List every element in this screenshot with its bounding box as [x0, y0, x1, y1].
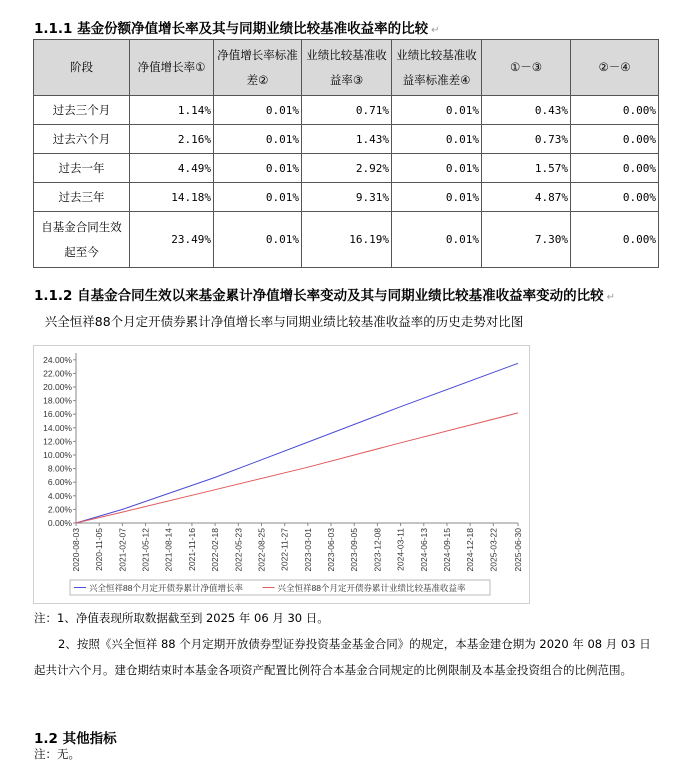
x-tick-label: 2023-12-08 [372, 528, 383, 572]
header-nav-growth: 净值增长率① [130, 40, 214, 96]
y-tick-label: 6.00% [47, 477, 72, 488]
table-cell: 1.57% [482, 154, 571, 183]
table-cell: 0.01% [392, 183, 482, 212]
table-cell: 0.00% [571, 96, 659, 125]
x-tick-label: 2020-08-03 [71, 528, 81, 572]
table-cell: 0.43% [482, 96, 571, 125]
legend-label-0: 兴全恒祥88个月定开债券累计净值增长率 [89, 583, 243, 593]
y-tick-label: 10.00% [43, 450, 72, 460]
header-period: 阶段 [34, 40, 130, 96]
note-1: 注：1、净值表现所取数据截至到 2025 年 06 月 30 日。 [34, 611, 329, 625]
table-cell: 4.49% [130, 154, 214, 183]
table-row [34, 125, 659, 154]
legend-label-1: 兴全恒祥88个月定开债券累计业绩比较基准收益率 [277, 583, 466, 593]
row-label: 过去六个月 [34, 125, 130, 154]
table-cell: 0.01% [214, 212, 302, 268]
section-heading-1-2: 1.2 其他指标 [34, 731, 117, 747]
other-indicators-note: 注：无。 [34, 747, 80, 761]
table-cell: 2.92% [302, 154, 392, 183]
x-tick-label: 2022-02-18 [210, 528, 221, 572]
header-diff-2-4: ②－④ [571, 40, 659, 96]
table-cell: 16.19% [302, 212, 392, 268]
table-cell: 1.14% [130, 96, 214, 125]
table-row [34, 183, 659, 212]
row-label: 过去一年 [34, 154, 130, 183]
x-tick-label: 2022-05-23 [233, 528, 244, 572]
x-tick-label: 2021-02-07 [117, 528, 128, 572]
chart-title: 兴全恒祥88个月定开债券累计净值增长率与同期业绩比较基准收益率的历史走势对比图 [44, 314, 524, 329]
table-cell: 4.87% [482, 183, 571, 212]
table-cell: 9.31% [302, 183, 392, 212]
y-tick-label: 24.00% [43, 354, 72, 365]
y-tick-label: 16.00% [43, 409, 72, 420]
y-tick-label: 12.00% [43, 436, 72, 447]
y-tick-label: 20.00% [43, 382, 72, 392]
y-tick-label: 14.00% [43, 422, 72, 433]
x-tick-label: 2023-03-01 [302, 528, 313, 572]
table-cell: 0.01% [392, 212, 482, 268]
table-cell: 0.00% [571, 125, 659, 154]
y-tick-label: 2.00% [47, 504, 72, 515]
y-tick-label: 18.00% [43, 395, 72, 406]
table-cell: 0.01% [392, 125, 482, 154]
header-diff-1-3: ①－③ [482, 40, 571, 96]
table-cell: 0.71% [302, 96, 392, 125]
table-cell: 0.01% [214, 125, 302, 154]
y-tick-label: 8.00% [47, 463, 72, 474]
table-cell: 0.01% [392, 154, 482, 183]
x-tick-label: 2022-11-27 [279, 528, 290, 571]
x-tick-label: 2025-06-30 [513, 528, 523, 572]
table-cell: 0.01% [392, 96, 482, 125]
header-benchmark: 业绩比较基准收益率③ [302, 40, 392, 96]
x-tick-label: 2021-11-16 [186, 528, 197, 571]
x-tick-label: 2021-08-14 [163, 528, 174, 572]
table-row [34, 96, 659, 125]
section-heading-1-1-1: 1.1.1 基金份额净值增长率及其与同期业绩比较基准收益率的比较 ↵ [34, 21, 440, 37]
section-heading-1-1-2: 1.1.2 自基金合同生效以来基金累计净值增长率变动及其与同期业绩比较基准收益率变动的比较 ↵ [34, 288, 616, 304]
table-cell: 1.43% [302, 125, 392, 154]
x-tick-label: 2023-06-03 [326, 528, 337, 572]
row-label: 自基金合同生效起至今 [34, 212, 130, 268]
x-tick-label: 2023-09-05 [349, 528, 360, 572]
x-tick-label: 2024-12-18 [465, 528, 476, 572]
chart-container [33, 345, 530, 604]
x-tick-label: 2024-06-13 [418, 528, 429, 572]
table-header-row [34, 40, 659, 96]
note-2: 2、按照《兴全恒祥 88 个月定期开放债券型证券投资基金基金合同》的规定，本基金建仓期为 2020 年 08 月 03 日起共计六个月。建仓期结束时本基金各项资产配置比例符合本基金合同规定的比例限制及本基金投资组合的比例范围。 [34, 637, 651, 677]
table-cell: 0.00% [571, 183, 659, 212]
x-tick-label: 2021-05-12 [140, 528, 151, 572]
performance-table [33, 39, 659, 268]
series-line-0 [76, 363, 518, 523]
row-label: 过去三年 [34, 183, 130, 212]
table-cell: 0.00% [571, 154, 659, 183]
table-cell: 7.30% [482, 212, 571, 268]
table-cell: 0.73% [482, 125, 571, 154]
row-label: 过去三个月 [34, 96, 130, 125]
y-tick-label: 22.00% [43, 368, 72, 379]
y-tick-label: 4.00% [47, 490, 72, 501]
table-cell: 14.18% [130, 183, 214, 212]
x-tick-label: 2022-08-25 [256, 528, 267, 572]
x-tick-label: 2025-03-22 [488, 528, 499, 572]
table-cell: 0.00% [571, 212, 659, 268]
y-tick-label: 0.00% [47, 518, 72, 528]
table-cell: 0.01% [214, 183, 302, 212]
header-benchmark-std: 业绩比较基准收益率标准差④ [392, 40, 482, 96]
x-tick-label: 2020-11-05 [94, 528, 105, 571]
table-cell: 23.49% [130, 212, 214, 268]
header-nav-std: 净值增长率标准差② [214, 40, 302, 96]
table-cell: 2.16% [130, 125, 214, 154]
table-row [34, 212, 659, 268]
line-chart [34, 346, 529, 603]
x-tick-label: 2024-09-15 [441, 528, 452, 572]
table-cell: 0.01% [214, 96, 302, 125]
table-row [34, 154, 659, 183]
x-tick-label: 2024-03-11 [395, 528, 406, 571]
table-cell: 0.01% [214, 154, 302, 183]
series-line-1 [76, 413, 518, 523]
